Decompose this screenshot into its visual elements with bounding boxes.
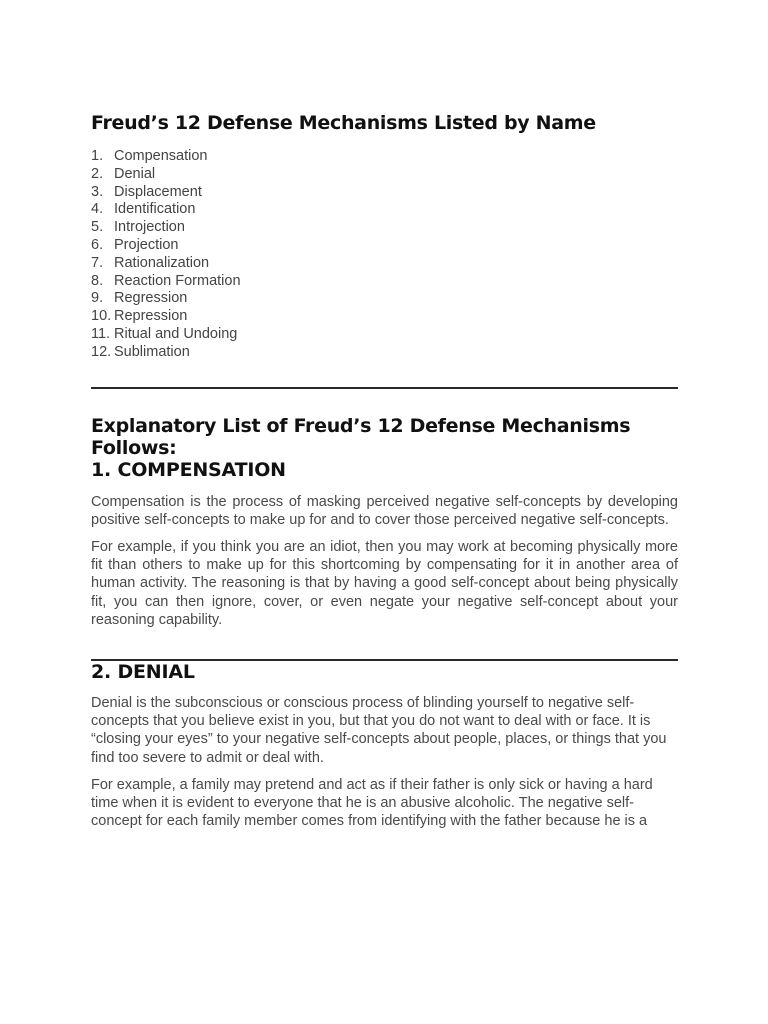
list-item	[91, 255, 678, 273]
paragraph: For example, if you think you are an idiot, then you may work at becoming physically more fit than others to make up for this shortcoming by compensating for it in another area of human activity. The reasoning is that by having a good self-concept about being physically fit, you can then ignore, cover, or even negate your negative self-concept about your reasoning capability.	[91, 538, 678, 628]
list-item-number: 3.	[91, 183, 104, 200]
list-item-number: 5.	[91, 219, 104, 236]
list-item-label: Introjection	[114, 219, 185, 236]
list-item-number: 9.	[91, 290, 104, 307]
list-item-label: Ritual and Undoing	[114, 325, 238, 342]
list-item-label: Displacement	[114, 183, 202, 200]
list-item	[91, 166, 678, 184]
paragraph: For example, a family may pretend and act as if their father is only sick or having a hard time when it is evident to everyone that he is an abusive alcoholic. The negative self-concept for each family member comes from identifying with the father because he is a	[91, 776, 653, 830]
list-item-number: 11.	[91, 325, 111, 342]
list-item-label: Identification	[114, 201, 196, 218]
list-item	[91, 184, 678, 202]
list-item	[91, 201, 678, 219]
list-item	[91, 326, 678, 344]
section-heading-denial: 2. DENIAL	[91, 660, 195, 683]
document-content	[91, 112, 678, 830]
list-item-label: Regression	[114, 290, 188, 307]
list-item-number: 6.	[91, 236, 104, 253]
list-item-number: 12.	[91, 343, 112, 360]
paragraph: Denial is the subconscious or conscious process of blinding yourself to negative self-concepts that you believe exist in you, but that you do not want to deal with or face. It is “closing your eyes” to your negative self-concepts about people, places, or things that you find too severe to admit or deal with.	[91, 694, 667, 766]
list-item-label: Reaction Formation	[114, 272, 241, 289]
list-item-number: 8.	[91, 272, 104, 289]
paragraph: Compensation is the process of masking perceived negative self-concepts by developing positive self-concepts to make up for and to cover those perceived negative self-concepts.	[91, 493, 678, 528]
list-item-label: Rationalization	[114, 254, 210, 271]
list-item-label: Repression	[114, 308, 188, 325]
list-item-number: 1.	[91, 148, 104, 164]
list-item	[91, 344, 678, 362]
list-item-label: Sublimation	[114, 343, 190, 360]
mechanism-list	[91, 148, 678, 362]
list-item-number: 4.	[91, 201, 104, 218]
list-item	[91, 148, 678, 166]
list-item-number: 10.	[91, 308, 112, 325]
list-item-number: 2.	[91, 165, 104, 182]
horizontal-divider	[91, 387, 678, 389]
explanatory-heading: Explanatory List of Freud’s 12 Defense Mechanisms Follows:	[91, 414, 631, 459]
list-item	[91, 273, 678, 291]
list-item-label: Projection	[114, 236, 179, 253]
list-item-label: Denial	[114, 165, 156, 182]
list-item	[91, 308, 678, 326]
list-item	[91, 237, 678, 255]
list-item	[91, 219, 678, 237]
list-item-label: Compensation	[114, 148, 208, 164]
list-item-number: 7.	[91, 254, 104, 271]
list-item	[91, 290, 678, 308]
section-heading-compensation: 1. COMPENSATION	[91, 458, 286, 481]
page-title: Freud’s 12 Defense Mechanisms Listed by Name	[91, 112, 596, 134]
